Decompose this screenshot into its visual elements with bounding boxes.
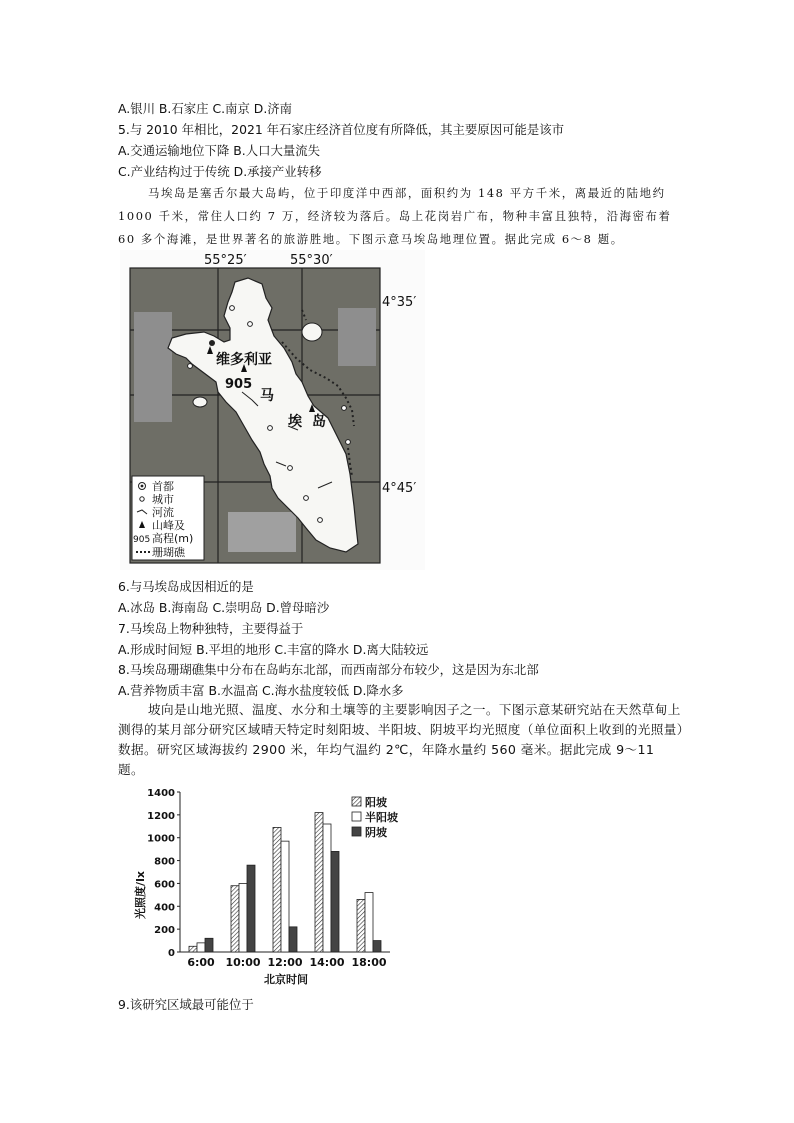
- capital-marker: [209, 340, 215, 346]
- q4-options: A.银川 B.石家庄 C.南京 D.济南: [118, 101, 293, 116]
- bar: [323, 824, 331, 952]
- q9-stem: 9.该研究区域最可能位于: [118, 997, 254, 1012]
- peak-elevation: 905: [225, 377, 253, 392]
- lat-label-1: 4°35′: [382, 295, 417, 310]
- bar: [281, 841, 289, 952]
- redacted-patch: [134, 312, 172, 422]
- q5-options-2: C.产业结构过于传统 D.承接产业转移: [118, 164, 322, 179]
- x-tick-label: 12:00: [267, 956, 303, 969]
- lat-label-2: 4°45′: [382, 481, 417, 496]
- legend-reef: 珊瑚礁: [152, 546, 185, 559]
- bar: [205, 938, 213, 952]
- chart-ylabel: 光照度/lx: [134, 871, 147, 919]
- islet: [193, 397, 207, 407]
- bar: [247, 865, 255, 952]
- bar: [373, 941, 381, 952]
- mahe-island-map: [120, 250, 425, 570]
- islet: [302, 323, 322, 341]
- legend-label: 阴坡: [365, 826, 387, 839]
- legend-river: 河流: [152, 506, 174, 519]
- legend-peak-1: 山峰及: [152, 519, 185, 532]
- bar: [231, 886, 239, 952]
- q8-options: A.营养物质丰富 B.水温高 C.海水盐度较低 D.降水多: [118, 683, 404, 698]
- bar: [331, 851, 339, 952]
- lon-label-1: 55°25′: [204, 253, 247, 268]
- y-tick-label: 400: [154, 902, 175, 914]
- legend-swatch: [352, 797, 361, 806]
- q5-options-1: A.交通运输地位下降 B.人口大量流失: [118, 143, 321, 158]
- bar: [365, 893, 373, 952]
- q5-stem: 5.与 2010 年相比，2021 年石家庄经济首位度有所降低，其主要原因可能是该市: [118, 122, 565, 137]
- lon-label-2: 55°30′: [290, 253, 333, 268]
- chart-legend: [352, 795, 399, 839]
- x-tick-label: 6:00: [187, 956, 215, 969]
- y-tick-label: 200: [154, 925, 175, 937]
- illuminance-bar-chart: [118, 780, 428, 990]
- place-victoria: 维多利亚: [216, 352, 272, 368]
- y-tick-label: 1400: [147, 788, 175, 799]
- map-legend: [132, 476, 204, 560]
- x-tick-label: 10:00: [225, 956, 261, 969]
- bar: [315, 813, 323, 952]
- x-tick-label: 14:00: [309, 956, 345, 969]
- q8-stem: 8.马埃岛珊瑚礁集中分布在岛屿东北部，而西南部分布较少，这是因为东北部: [118, 662, 539, 677]
- legend-capital: 首都: [152, 480, 174, 493]
- legend-swatch: [352, 812, 361, 821]
- x-tick-label: 18:00: [351, 956, 387, 969]
- y-tick-label: 1200: [147, 810, 175, 822]
- bar: [239, 883, 247, 952]
- y-tick-label: 600: [154, 879, 175, 891]
- legend-city: 城市: [152, 493, 174, 506]
- q6-stem: 6.与马埃岛成因相近的是: [118, 579, 254, 594]
- legend-peak-sample: 905: [133, 535, 151, 545]
- bar: [357, 899, 365, 952]
- y-tick-label: 800: [154, 856, 175, 868]
- q6-options: A.冰岛 B.海南岛 C.崇明岛 D.曾母暗沙: [118, 600, 330, 615]
- q7-options: A.形成时间短 B.平坦的地形 C.丰富的降水 D.离大陆较远: [118, 642, 429, 657]
- bar: [189, 946, 197, 952]
- q7-stem: 7.马埃岛上物种独特，主要得益于: [118, 621, 304, 636]
- legend-peak-2: 高程(m): [152, 532, 194, 545]
- redacted-patch: [228, 512, 296, 552]
- island-char-2: 埃: [288, 414, 302, 430]
- y-tick-label: 0: [168, 948, 175, 959]
- island-char-1: 马: [260, 388, 274, 404]
- chart-xlabel: 北京时间: [264, 973, 308, 986]
- redacted-patch: [338, 308, 376, 366]
- bar: [273, 827, 281, 952]
- y-tick-label: 1000: [147, 833, 175, 845]
- passage-mahe: 马埃岛是塞舌尔最大岛屿，位于印度洋中西部，面积约为 148 平方千米，离最近的陆地约 1000 千米，常住人口约 7 万，经济较为落后。岛上花岗岩广布，物种丰富且独特，沿海密布着 60 多个海滩，是世界著名的旅游胜地。下图示意马埃岛地理位置。据此完成 6～8 题。: [118, 186, 672, 246]
- legend-swatch: [352, 827, 361, 836]
- island-char-3: 岛: [312, 414, 326, 430]
- legend-label: 半阳坡: [365, 811, 398, 824]
- legend-label: 阳坡: [365, 796, 387, 809]
- passage-slope: 坡向是山地光照、温度、水分和土壤等的主要影响因子之一。下图示意某研究站在天然草甸上测得的某月部分研究区域晴天特定时刻阳坡、半阳坡、阴坡平均光照度（单位面积上收到的光照量）数据。研究区域海拔约 2900 米，年均气温约 2℃，年降水量约 560 毫米。据此完成 9～11 题。: [118, 702, 684, 777]
- bar: [197, 943, 205, 952]
- bar: [289, 927, 297, 952]
